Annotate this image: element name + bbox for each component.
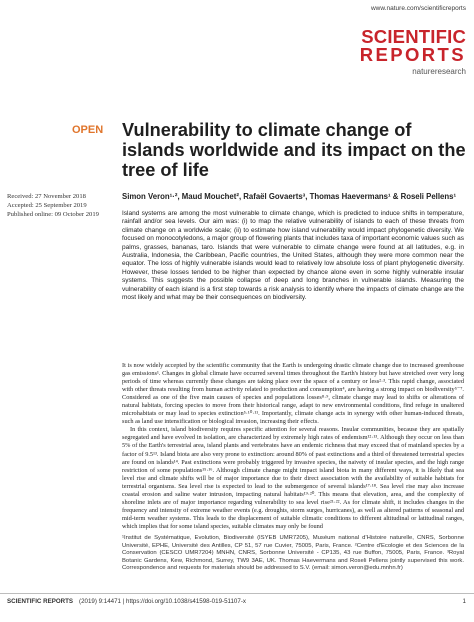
page-number: 1 <box>462 598 466 605</box>
logo-line-1: SCIENTIFIC <box>361 26 466 47</box>
body-text <box>122 362 464 531</box>
page-footer <box>7 598 246 605</box>
logo-subtitle: natureresearch <box>412 67 466 76</box>
journal-logo <box>316 28 466 76</box>
footer-citation[interactable]: (2019) 9:14471 | https://doi.org/10.1038/s41598-019-51107-x <box>79 598 246 605</box>
affiliations-footnote: ¹Institut de Systématique, Evolution, Biodiversité (ISYEB UMR7205), Muséum national d'Histoire naturelle, CNRS, Sorbonne Université, EPHE, Université des Antilles, CP 51, 57 rue Cuvier, 75005, Paris, France. ²Centre d'Ecologie et des Sciences de la Conservation (CESCO UMR7204) MNHN, CNRS, Sorbonne Université - CP135, 43 rue Buffon, 75005, Paris, France. ³Royal Botanic Gardens, Kew, Richmond, Surrey, TW9 3AE, UK. Thomas Haevermans and Roseli Pellens jointly supervised this work. Correspondence and requests for materials should be addressed to S.V. (email: simon.veron@edu.mnhn.fr) <box>122 535 464 572</box>
journal-url[interactable]: www.nature.com/scientificreports <box>370 5 466 12</box>
accepted-date: Accepted: 25 September 2019 <box>7 202 87 209</box>
logo-line-2: REPORTS <box>359 44 466 65</box>
article-title: Vulnerability to climate change of islands worldwide and its impact on the tree of life <box>122 120 466 180</box>
body-paragraph-1: It is now widely accepted by the scientific community that the Earth is undergoing drastic climate change due to increased greenhouse gas emissions¹. Changes in global climate have occurred several times throughout the Earth's history but have stretched over very long periods of time whereas currently these changes are taking place over the space of a century or less²·³. This rapid change, associated with other threats resulting from human activity related to production and consumption⁴, are having a strong impact on biodiversity⁵⁻⁷. Considered as one of the five main causes of species and populations losses⁸·⁹, climate change may lead to shifts or alterations of natural habitats, forcing species to move from their historical range, adapt to new environmental conditions, find refuge in unaltered microhabitats or may lead to species extinction⁵·¹⁰·¹¹. Importantly, climate change acts in synergy with other human-induced threats, such as land use intensification or biological invasion, increasing their effects. <box>122 362 464 426</box>
abstract: Island systems are among the most vulnerable to climate change, which is predicted to induce shifts in temperature, rainfall and/or sea levels. Our aim was: (i) to map the relative vulnerability of islands to each of these threats from climate change on a worldwide scale; (ii) to estimate how island vulnerability would impact phylogenetic diversity. We focused on monocotyledons, a major group of flowering plants that includes taxa of important economic values such as palms, grasses, bananas, taro. Islands that were vulnerable to climate change were found at all latitudes, e.g. in Australia, Indonesia, the Caribbean, Pacific countries, the United States, although they were more common near the equator. The loss of highly vulnerable islands would lead to relatively low absolute loss of plant phylogenetic diversity. However, these losses tended to be higher than expected by chance alone even in some highly vulnerable insular systems. This suggests the possible collapse of deep and long branches in vulnerable islands. Measuring the vulnerability of each island is a first step towards a risk analysis to identify where the impacts of climate change are the most likely and what may be their consequences on biodiversity. <box>122 210 464 302</box>
body-paragraph-2: In this context, island biodiversity requires specific attention for several reasons. Insular communities, because they are spatially segregated and have evolved in isolation, are characterized by extremely high rates of endemism¹²·¹³. Although they occur on less than 5% of the Earth's terrestrial area, island plants and vertebrates have an endemic richness that may exceed that of mainland species by a factor of 9.5¹³. Island biota are also very prone to extinction: around 80% of past extinctions and a third of threatened terrestrial species are found on islands¹⁴. Past extinctions were probably triggered by invasive species, the naivety of insular species, and the high range restriction of some populations¹⁵·¹⁶. Although climate change might impact island biota in many different ways, it is likely that sea level rise and climate shifts will be of major importance due to their direct association with the availability of suitable habitats for terrestrial organisms. Sea level rise is expected to lead to the submergence of several islands¹⁷·¹⁸. Sea level rise may also increase coastal erosion and saline water intrusion, impacting natural habitats¹⁹·²⁰. This means that elevation, area, and the complexity of shoreline inlets are of major importance regarding vulnerability to sea level rise²¹·²². As for climate shift, it includes changes in the frequency and intensity of extreme weather events (e.g. droughts, storm surges, hurricanes), as well as altered patterns of seasonal and mid-term weather systems. This leads to the displacement of suitable climatic conditions to different altitudinal or latitudinal ranges, which implies that for some island species, suitable climates may only be found <box>122 426 464 530</box>
published-date: Published online: 09 October 2019 <box>7 211 99 218</box>
footer-divider <box>0 593 474 594</box>
open-access-badge: OPEN <box>72 124 104 136</box>
footer-journal-name: SCIENTIFIC REPORTS <box>7 598 74 605</box>
received-date: Received: 27 November 2018 <box>7 193 86 200</box>
author-list: Simon Veron¹·², Maud Mouchet², Rafaël Govaerts³, Thomas Haevermans¹ & Roseli Pellens¹ <box>122 192 457 201</box>
